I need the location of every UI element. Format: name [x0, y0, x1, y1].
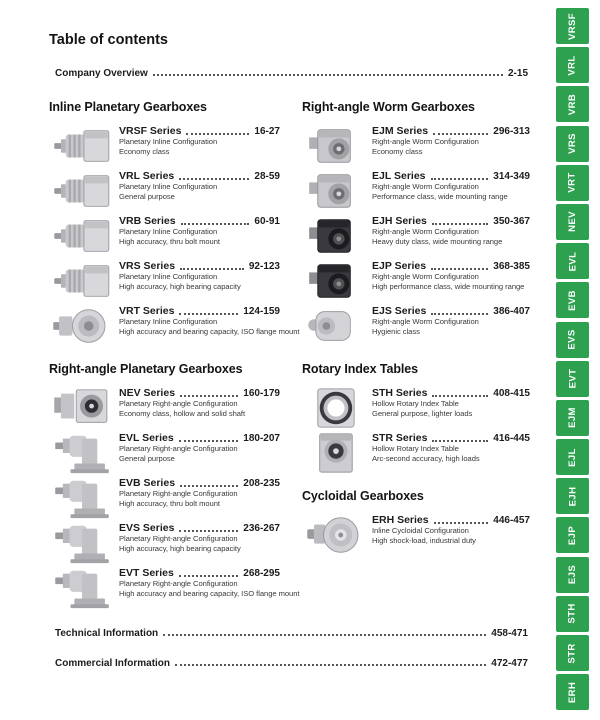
sidebar-tab-evb[interactable] — [556, 282, 589, 318]
series-description-1: Right-angle Worm Configuration — [372, 317, 479, 326]
evb-thumbnail-icon — [53, 476, 111, 520]
dotted-leader — [431, 178, 489, 180]
page-range: 446-457 — [493, 515, 530, 526]
ejh-thumbnail-icon — [306, 214, 364, 258]
ejm-thumbnail-icon — [306, 124, 364, 168]
sidebar-tab-vrb[interactable] — [556, 86, 589, 122]
series-description-2: General purpose, lighter loads — [372, 408, 473, 418]
nev-thumbnail-icon — [53, 386, 111, 430]
dotted-leader — [433, 133, 488, 135]
series-name: EJM Series — [372, 125, 429, 137]
series-row — [372, 514, 530, 526]
entry-text — [119, 476, 280, 521]
series-row — [372, 260, 530, 272]
ejl-thumbnail-icon — [306, 169, 364, 213]
series-row — [119, 125, 280, 137]
page-range: 268-295 — [243, 568, 280, 579]
dotted-leader — [179, 313, 238, 315]
entry-text — [119, 386, 280, 431]
toc-row-label: Commercial Information — [55, 658, 171, 669]
page-range: 408-415 — [493, 388, 530, 399]
page-range: 92-123 — [248, 261, 280, 272]
sidebar-tab-label: VRS — [566, 133, 578, 154]
entry-text — [119, 521, 280, 566]
toc-entry-str[interactable] — [302, 431, 530, 476]
series-row — [372, 170, 530, 182]
series-row — [119, 170, 280, 182]
dotted-leader — [153, 74, 503, 76]
series-row — [119, 432, 280, 444]
series-name: STR Series — [372, 432, 428, 444]
page-range: 208-235 — [243, 478, 280, 489]
sidebar-tab-label: VRSF — [567, 12, 578, 40]
series-description-2: Heavy duty class, wide mounting range — [372, 236, 503, 246]
series-name: EJP Series — [372, 260, 427, 272]
series-description-1: Planetary Right-angle Configuration — [119, 534, 238, 543]
section-title: Rotary Index Tables — [302, 362, 418, 376]
toc-entry-evb[interactable] — [49, 476, 280, 521]
series-name: EJH Series — [372, 215, 427, 227]
ejs-thumbnail-icon — [306, 304, 364, 348]
toc-columns — [49, 100, 530, 624]
vrs-thumbnail-icon — [53, 259, 111, 303]
dotted-leader — [431, 268, 488, 270]
series-name: VRSF Series — [119, 125, 182, 137]
series-description-1: Hollow Rotary Index Table — [372, 444, 459, 453]
sidebar-tab-label: EVS — [567, 329, 578, 350]
series-row — [119, 215, 280, 227]
series-description-2: Arc-second accuracy, high loads — [372, 453, 480, 463]
vrl-thumbnail-icon — [53, 169, 111, 213]
series-row — [119, 522, 280, 534]
sidebar-tab-ejs[interactable] — [556, 557, 589, 593]
series-name: ERH Series — [372, 514, 429, 526]
series-description-2: High accuracy, thru bolt mount — [119, 498, 220, 508]
sidebar-tab-label: EVL — [567, 251, 578, 271]
sidebar-tab-label: STH — [566, 603, 578, 624]
series-name: EJS Series — [372, 305, 427, 317]
series-description-2: Economy class — [372, 146, 423, 156]
toc-entry-vrb[interactable] — [49, 214, 280, 259]
page-range: 296-313 — [493, 126, 530, 137]
sidebar-tab-evt[interactable] — [556, 361, 589, 397]
sidebar-tab-ejl[interactable] — [556, 439, 589, 475]
dotted-leader — [432, 440, 488, 442]
series-description-2: High shock-load, industrial duty — [372, 535, 476, 545]
toc-entry-erh[interactable] — [302, 513, 530, 558]
sidebar-tab-label: EJL — [567, 447, 578, 467]
dotted-leader — [179, 530, 238, 532]
sidebar-tab-ejh[interactable] — [556, 478, 589, 514]
sidebar-tab-vrl[interactable] — [556, 47, 589, 83]
ejp-thumbnail-icon — [306, 259, 364, 303]
vrt-thumbnail-icon — [53, 304, 111, 348]
evt-thumbnail-icon — [53, 566, 111, 610]
dotted-leader — [180, 268, 244, 270]
dotted-leader — [179, 440, 239, 442]
dotted-leader — [179, 178, 249, 180]
entry-text — [119, 169, 280, 214]
series-description-1: Right-angle Worm Configuration — [372, 227, 479, 236]
section-right-angle-planetary-gearboxes — [49, 362, 300, 611]
entry-text — [372, 431, 530, 476]
toc-entry-vrs[interactable] — [49, 259, 280, 304]
evs-thumbnail-icon — [53, 521, 111, 565]
dotted-leader — [432, 223, 488, 225]
page-range: 458-471 — [491, 628, 528, 639]
series-name: EJL Series — [372, 170, 426, 182]
vrsf-thumbnail-icon — [53, 124, 111, 168]
page-range: 28-59 — [254, 171, 280, 182]
toc-entry-evl[interactable] — [49, 431, 280, 476]
sidebar-tab-label: EJP — [566, 525, 578, 546]
toc-entry-ejl[interactable] — [302, 169, 530, 214]
toc-entry-vrl[interactable] — [49, 169, 280, 214]
toc-row-label: Technical Information — [55, 628, 159, 639]
series-description-1: Planetary Right-angle Configuration — [119, 579, 238, 588]
section-rotary-index-tables — [302, 362, 530, 476]
toc-entry-vrsf[interactable] — [49, 124, 280, 169]
section-title: Inline Planetary Gearboxes — [49, 100, 207, 114]
series-description-1: Right-angle Worm Configuration — [372, 272, 479, 281]
sidebar-tab-label: STR — [566, 642, 578, 664]
toc-row-commercial-information[interactable] — [55, 658, 528, 669]
sth-thumbnail-icon — [306, 386, 364, 430]
vrb-thumbnail-icon — [53, 214, 111, 258]
sidebar-tab-vrsf[interactable] — [556, 8, 589, 44]
series-description-1: Planetary Inline Configuration — [119, 227, 218, 236]
section-title: Right-angle Planetary Gearboxes — [49, 362, 243, 376]
entry-text — [119, 214, 280, 259]
sidebar-tab-ejp[interactable] — [556, 517, 589, 553]
series-description-1: Right-angle Worm Configuration — [372, 182, 479, 191]
sidebar-tab-vrs[interactable] — [556, 126, 589, 162]
dotted-leader — [163, 634, 486, 636]
series-description-1: Planetary Inline Configuration — [119, 272, 218, 281]
toc-row-label: Company Overview — [55, 68, 148, 79]
series-description-1: Right-angle Worm Configuration — [372, 137, 479, 146]
toc-entry-sth[interactable] — [302, 386, 530, 431]
sidebar-tab-label: EVB — [566, 289, 578, 311]
page-range: 314-349 — [493, 171, 530, 182]
section-inline-planetary-gearboxes — [49, 100, 300, 349]
page-range: 386-407 — [493, 306, 530, 317]
series-name: STH Series — [372, 387, 428, 399]
dotted-leader — [179, 575, 238, 577]
entry-text — [372, 386, 530, 431]
entry-text — [372, 304, 530, 349]
entry-text — [119, 566, 300, 611]
toc-entry-vrt[interactable] — [49, 304, 300, 349]
entry-text — [372, 214, 530, 259]
series-description-2: Economy class, hollow and solid shaft — [119, 408, 246, 418]
series-description-1: Planetary Inline Configuration — [119, 137, 218, 146]
page-range: 416-445 — [493, 433, 530, 444]
series-row — [372, 432, 530, 444]
evl-thumbnail-icon — [53, 431, 111, 475]
series-description-2: High accuracy, thru bolt mount — [119, 236, 220, 246]
series-description-2: Hygienic class — [372, 326, 420, 336]
series-description-2: High accuracy, high bearing capacity — [119, 543, 241, 553]
page-range: 180-207 — [243, 433, 280, 444]
series-name: NEV Series — [119, 387, 176, 399]
series-description-2: General purpose — [119, 191, 175, 201]
dotted-leader — [180, 485, 238, 487]
entry-text — [119, 304, 300, 349]
sidebar-tab-label: VRT — [566, 172, 578, 193]
entry-text — [372, 169, 530, 214]
series-row — [372, 125, 530, 137]
entry-text — [119, 431, 280, 476]
series-description-1: Planetary Right-angle Configuration — [119, 444, 238, 453]
series-description-1: Planetary Inline Configuration — [119, 317, 218, 326]
series-name: EVL Series — [119, 432, 174, 444]
sidebar-tab-nev[interactable] — [556, 204, 589, 240]
sidebar-tab-label: EJS — [566, 565, 578, 585]
toc-entry-evs[interactable] — [49, 521, 280, 566]
page-range: 60-91 — [254, 216, 280, 227]
series-name: VRS Series — [119, 260, 176, 272]
series-description-2: High accuracy and bearing capacity, ISO flange mount — [119, 588, 300, 598]
section-cycloidal-gearboxes — [302, 489, 530, 558]
sidebar-tab-label: EJM — [566, 407, 578, 429]
entry-text — [119, 124, 280, 169]
series-description-2: High accuracy and bearing capacity, ISO flange mount — [119, 326, 300, 336]
dotted-leader — [431, 313, 488, 315]
page-range: 350-367 — [493, 216, 530, 227]
toc-entry-evt[interactable] — [49, 566, 300, 611]
sidebar-tab-evl[interactable] — [556, 243, 589, 279]
entry-text — [372, 513, 530, 558]
page-range: 160-179 — [243, 388, 280, 399]
sidebar-tab-vrt[interactable] — [556, 165, 589, 201]
toc-entry-ejp[interactable] — [302, 259, 530, 304]
page-range: 124-159 — [243, 306, 280, 317]
series-description-1: Planetary Right-angle Configuration — [119, 489, 238, 498]
section-title: Right-angle Worm Gearboxes — [302, 100, 475, 114]
sidebar-tab-label: NEV — [566, 211, 578, 233]
dotted-leader — [434, 522, 489, 524]
page-range: 368-385 — [493, 261, 530, 272]
series-description-1: Planetary Inline Configuration — [119, 182, 218, 191]
toc-row-company-overview[interactable] — [55, 68, 528, 79]
toc-entry-ejh[interactable] — [302, 214, 530, 259]
series-description-2: High performance class, wide mounting range — [372, 281, 525, 291]
series-description-1: Planetary Right-angle Configuration — [119, 399, 238, 408]
series-name: EVT Series — [119, 567, 174, 579]
dotted-leader — [180, 395, 238, 397]
series-tab-sidebar — [556, 8, 589, 710]
entry-text — [372, 124, 530, 169]
entry-text — [372, 259, 530, 304]
sidebar-tab-sth[interactable] — [556, 596, 589, 632]
dotted-leader — [175, 664, 486, 666]
section-title: Cycloidal Gearboxes — [302, 489, 424, 503]
dotted-leader — [432, 395, 488, 397]
sidebar-tab-label: EVT — [567, 368, 578, 389]
series-row — [372, 215, 530, 227]
page-range: 236-267 — [243, 523, 280, 534]
page-title: Table of contents — [49, 32, 168, 48]
toc-entry-ejs[interactable] — [302, 304, 530, 349]
entry-text — [119, 259, 280, 304]
sidebar-tab-label: ERH — [566, 681, 578, 703]
series-description-2: High accuracy, high bearing capacity — [119, 281, 241, 291]
section-right-angle-worm-gearboxes — [302, 100, 530, 349]
toc-column-right — [302, 100, 530, 624]
series-row — [119, 387, 280, 399]
series-name: VRB Series — [119, 215, 176, 227]
sidebar-tab-str[interactable] — [556, 635, 589, 671]
series-description-1: Inline Cycloidal Configuration — [372, 526, 469, 535]
series-row — [119, 567, 280, 579]
series-name: EVS Series — [119, 522, 175, 534]
str-thumbnail-icon — [306, 431, 364, 475]
series-row — [119, 477, 280, 489]
sidebar-tab-evs[interactable] — [556, 322, 589, 358]
toc-entry-nev[interactable] — [49, 386, 280, 431]
erh-thumbnail-icon — [306, 513, 364, 557]
series-row — [119, 260, 280, 272]
series-description-1: Hollow Rotary Index Table — [372, 399, 459, 408]
toc-row-technical-information[interactable] — [55, 628, 528, 639]
page-range: 16-27 — [254, 126, 280, 137]
page-range: 472-477 — [491, 658, 528, 669]
series-row — [372, 305, 530, 317]
series-row — [119, 305, 280, 317]
dotted-leader — [186, 133, 249, 135]
toc-column-left — [49, 100, 300, 624]
sidebar-tab-label: VRB — [566, 93, 578, 116]
series-row — [372, 387, 530, 399]
dotted-leader — [181, 223, 250, 225]
page-range: 2-15 — [507, 68, 528, 79]
series-name: VRT Series — [119, 305, 175, 317]
series-description-2: General purpose — [119, 453, 175, 463]
sidebar-tab-label: VRL — [566, 55, 578, 76]
series-description-2: Economy class — [119, 146, 170, 156]
sidebar-tab-label: EJH — [567, 486, 578, 507]
series-name: VRL Series — [119, 170, 175, 182]
sidebar-tab-erh[interactable] — [556, 674, 589, 710]
sidebar-tab-ejm[interactable] — [556, 400, 589, 436]
series-description-2: Performance class, wide mounting range — [372, 191, 508, 201]
series-name: EVB Series — [119, 477, 176, 489]
toc-entry-ejm[interactable] — [302, 124, 530, 169]
